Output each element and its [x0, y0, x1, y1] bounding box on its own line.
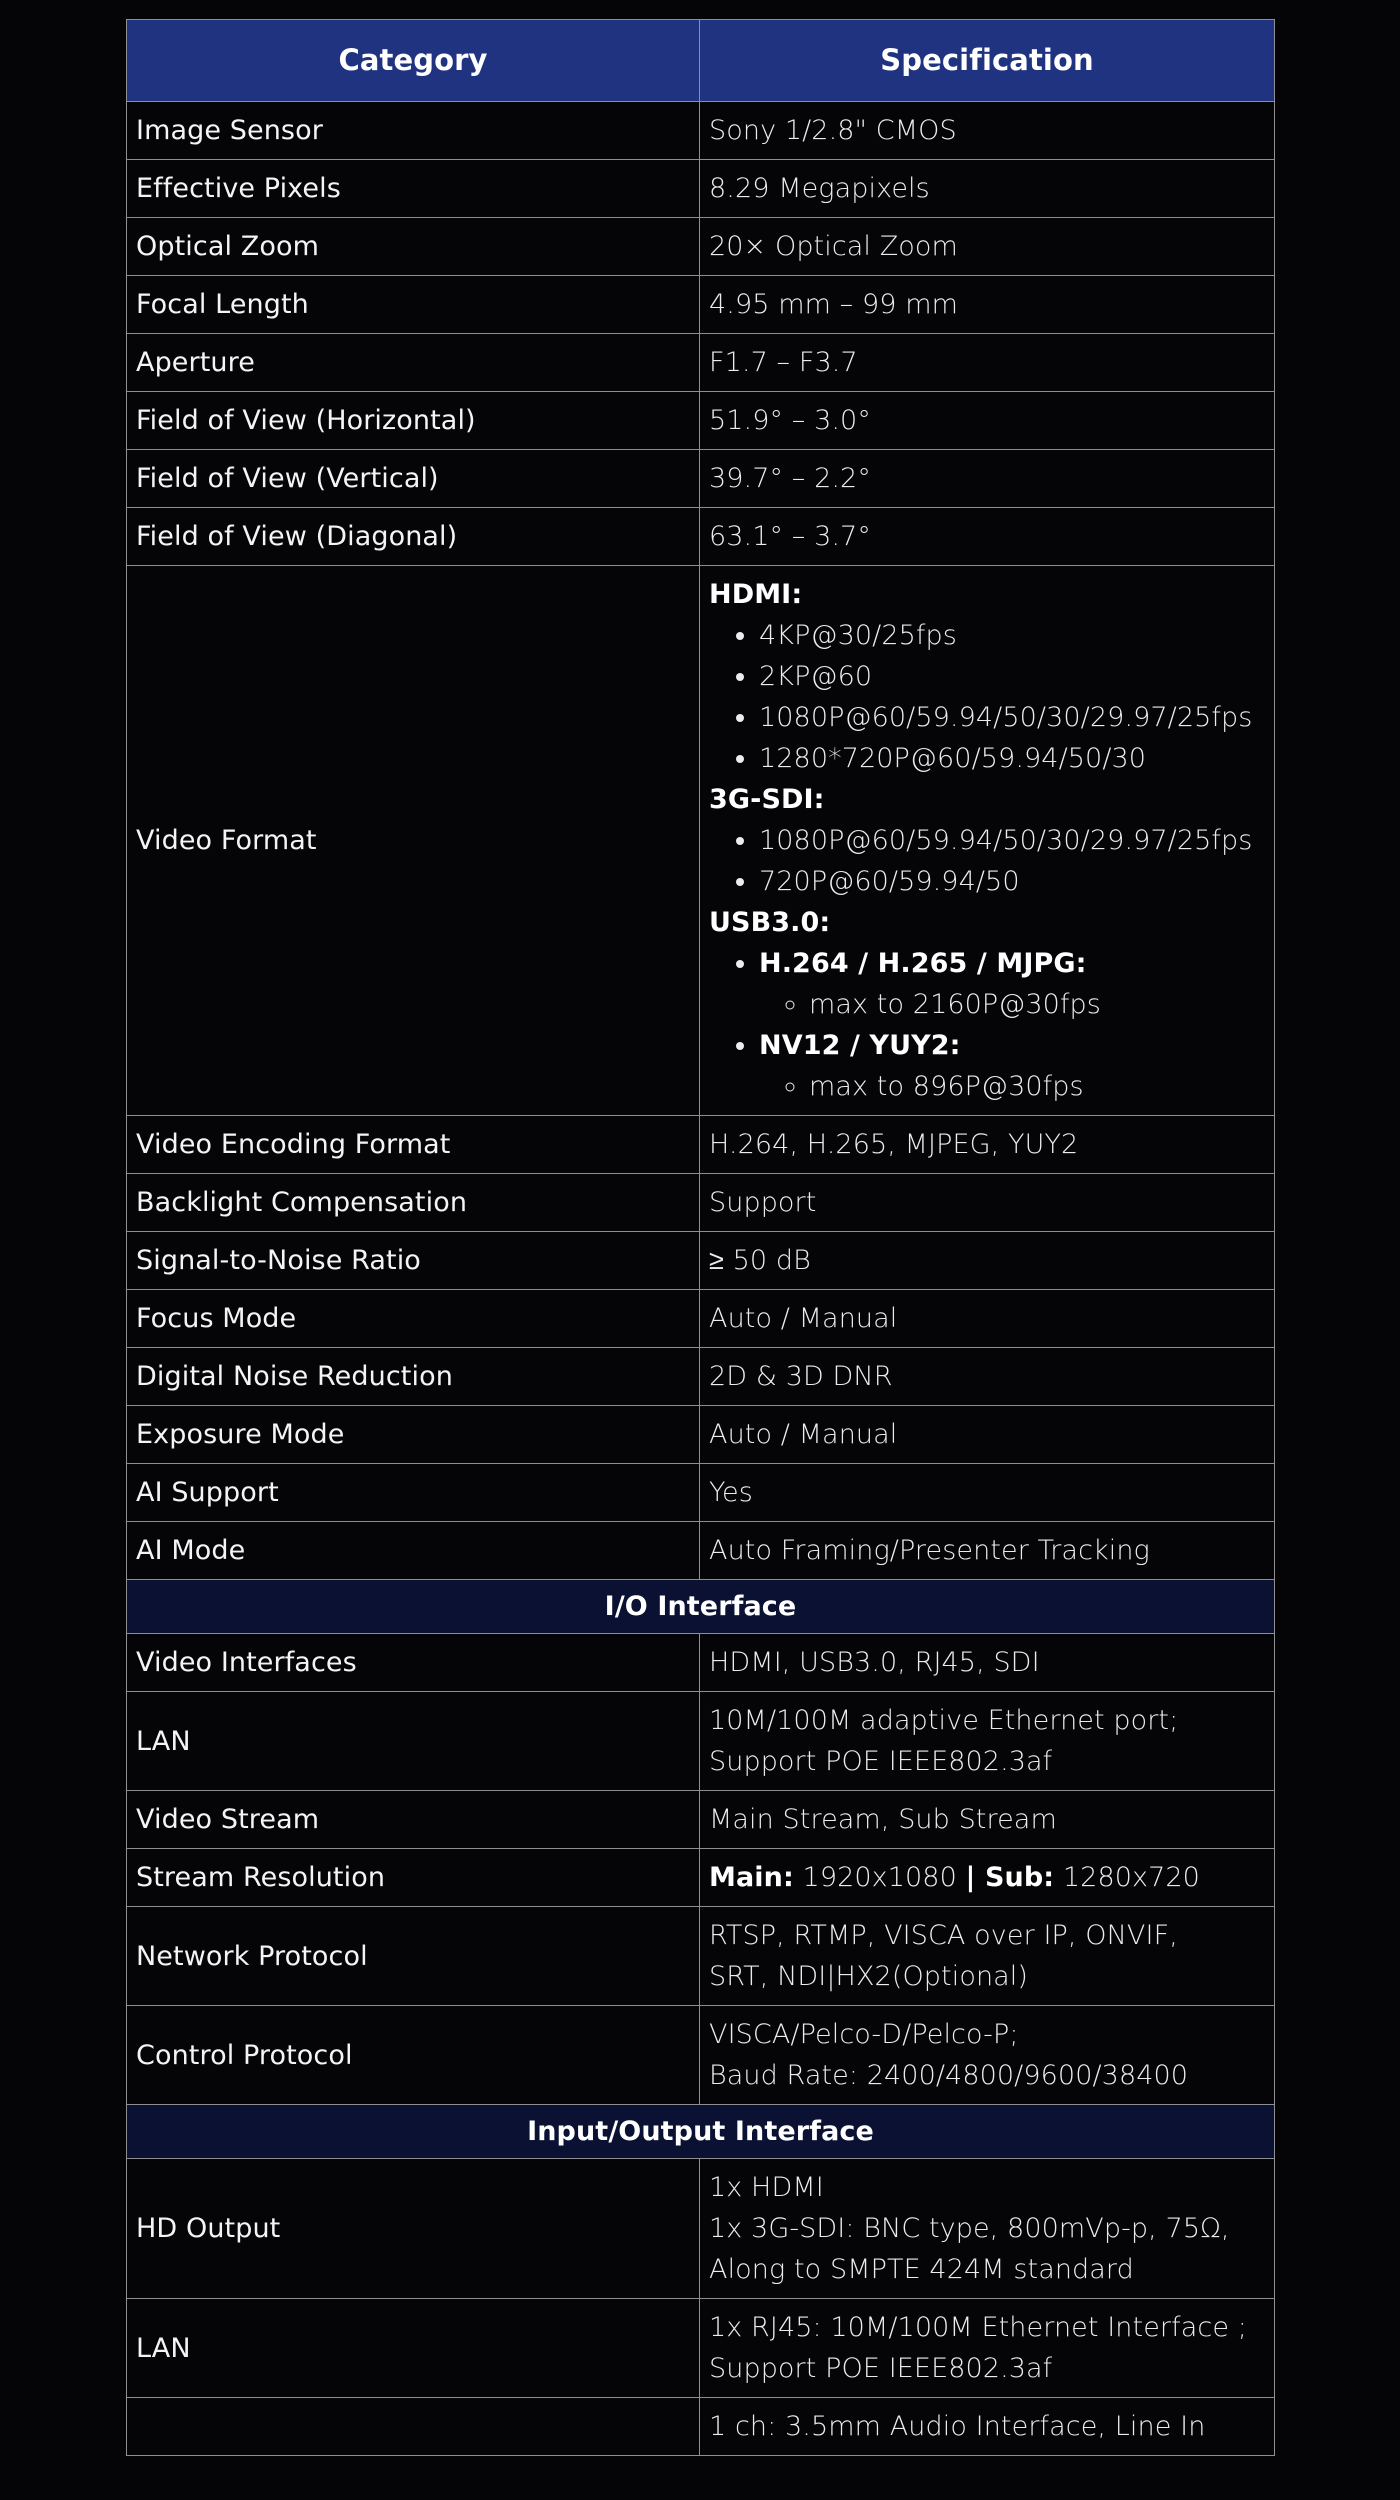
sub-value: 1280x720: [1054, 1862, 1200, 1893]
specification-cell: [700, 1907, 1275, 2006]
specification-cell: [700, 1791, 1275, 1849]
category-cell: Exposure Mode: [127, 1406, 700, 1464]
table-row: [127, 218, 1275, 276]
specification-cell: 63.1° – 3.7°: [700, 508, 1275, 566]
list-item: ◦ max to 2160P@30fps: [809, 984, 1265, 1025]
list-item: • 1080P@60/59.94/50/30/29.97/25fps: [759, 697, 1265, 738]
spec-line: Baud Rate: 2400/4800/9600/38400: [709, 2060, 1189, 2091]
specification-cell: [700, 1692, 1275, 1791]
specification-cell: F1.7 – F3.7: [700, 334, 1275, 392]
specification-cell: Auto Framing/Presenter Tracking: [700, 1522, 1275, 1580]
table-row: [127, 1522, 1275, 1580]
table-row: [127, 102, 1275, 160]
section-io-interface: [127, 1580, 1275, 1634]
category-cell: Image Sensor: [127, 102, 700, 160]
table-body: [127, 102, 1275, 2456]
spec-line: 10M/100M adaptive Ethernet port;: [709, 1705, 1179, 1736]
table-row: [127, 2159, 1275, 2299]
table-row: [127, 1116, 1275, 1174]
table-row: [127, 2398, 1275, 2456]
category-cell: Focus Mode: [127, 1290, 700, 1348]
usb-sub-list: [759, 1066, 1265, 1107]
list-item: • 1080P@60/59.94/50/30/29.97/25fps: [759, 820, 1265, 861]
category-cell: Video Encoding Format: [127, 1116, 700, 1174]
table-header-row: [127, 20, 1275, 102]
category-cell: Effective Pixels: [127, 160, 700, 218]
table-row: [127, 1406, 1275, 1464]
spec-line: Support POE IEEE802.3af: [709, 2353, 1053, 2384]
specification-cell: [700, 2006, 1275, 2105]
usb-title: USB3.0:: [709, 907, 831, 938]
spec-line: Main Stream, Sub Stream: [709, 1804, 1057, 1835]
category-cell: AI Support: [127, 1464, 700, 1522]
sdi-title: 3G-SDI:: [709, 784, 825, 815]
spec-line: 1x HDMI: [709, 2172, 824, 2203]
category-cell: Control Protocol: [127, 2006, 700, 2105]
specification-cell: [700, 1634, 1275, 1692]
category-cell: HD Output: [127, 2159, 700, 2299]
table-row: [127, 1174, 1275, 1232]
hdmi-title: HDMI:: [709, 579, 803, 610]
specification-cell: H.264, H.265, MJPEG, YUY2: [700, 1116, 1275, 1174]
table-row: [127, 392, 1275, 450]
sub-label: Sub:: [975, 1862, 1055, 1893]
list-item: [759, 1025, 1265, 1107]
category-cell: [127, 2398, 700, 2456]
spec-line: 1x 3G-SDI: BNC type, 800mVp-p, 75Ω,: [709, 2213, 1230, 2244]
header-category: Category: [127, 20, 700, 102]
spec-line: SRT, NDI|HX2(Optional): [709, 1961, 1029, 1992]
category-cell: Video Stream: [127, 1791, 700, 1849]
list-item: • 4KP@30/25fps: [759, 615, 1265, 656]
stream-resolution-spec: [700, 1849, 1275, 1907]
specification-cell: Support: [700, 1174, 1275, 1232]
table-row: [127, 160, 1275, 218]
table-row: [127, 1290, 1275, 1348]
sdi-list: [709, 820, 1265, 902]
category-cell: Focal Length: [127, 276, 700, 334]
table-row: [127, 1464, 1275, 1522]
list-item: • 720P@60/59.94/50: [759, 861, 1265, 902]
specification-cell: Sony 1/2.8" CMOS: [700, 102, 1275, 160]
spec-line: Support POE IEEE802.3af: [709, 1746, 1053, 1777]
separator: |: [965, 1862, 976, 1893]
specification-cell: ≥ 50 dB: [700, 1232, 1275, 1290]
category-cell: Backlight Compensation: [127, 1174, 700, 1232]
list-item: • 1280*720P@60/59.94/50/30: [759, 738, 1265, 779]
specification-cell: 4.95 mm – 99 mm: [700, 276, 1275, 334]
spec-line: 1 ch: 3.5mm Audio Interface, Line In: [709, 2411, 1206, 2442]
specification-cell: [700, 2159, 1275, 2299]
category-cell: Video Interfaces: [127, 1634, 700, 1692]
category-cell: LAN: [127, 1692, 700, 1791]
category-cell: Signal-to-Noise Ratio: [127, 1232, 700, 1290]
spec-line: 1x RJ45: 10M/100M Ethernet Interface ;: [709, 2312, 1247, 2343]
specification-cell: 8.29 Megapixels: [700, 160, 1275, 218]
category-cell: Field of View (Horizontal): [127, 392, 700, 450]
table-row: [127, 1634, 1275, 1692]
usb-list: [709, 943, 1265, 1107]
usb-codec-label: H.264 / H.265 / MJPG:: [759, 948, 1087, 979]
table-row: [127, 276, 1275, 334]
table-row: [127, 1692, 1275, 1791]
category-cell: AI Mode: [127, 1522, 700, 1580]
table-row: [127, 2006, 1275, 2105]
hdmi-list: [709, 615, 1265, 779]
specification-cell: 2D & 3D DNR: [700, 1348, 1275, 1406]
usb-codec-label: NV12 / YUY2:: [759, 1030, 961, 1061]
table-row: [127, 2299, 1275, 2398]
category-cell: Video Format: [127, 566, 700, 1116]
main-value: 1920x1080: [793, 1862, 966, 1893]
usb-sub-list: [759, 984, 1265, 1025]
spec-table: [126, 19, 1275, 2456]
section-input-output-interface: [127, 2105, 1275, 2159]
main-label: Main:: [709, 1862, 794, 1893]
table-row-video-format: [127, 566, 1275, 1116]
spec-line: RTSP, RTMP, VISCA over IP, ONVIF,: [709, 1920, 1178, 1951]
category-cell: Optical Zoom: [127, 218, 700, 276]
table-row: [127, 1791, 1275, 1849]
specification-cell: 20× Optical Zoom: [700, 218, 1275, 276]
spec-line: Along to SMPTE 424M standard: [709, 2254, 1134, 2285]
list-item: [759, 943, 1265, 1025]
table-row: [127, 1907, 1275, 2006]
list-item: ◦ max to 896P@30fps: [809, 1066, 1265, 1107]
category-cell: Digital Noise Reduction: [127, 1348, 700, 1406]
spec-line: VISCA/Pelco-D/Pelco-P;: [709, 2019, 1019, 2050]
header-specification: Specification: [700, 20, 1275, 102]
category-cell: Network Protocol: [127, 1907, 700, 2006]
spec-line: HDMI, USB3.0, RJ45, SDI: [709, 1647, 1040, 1678]
table-row: [127, 1232, 1275, 1290]
table-row: [127, 450, 1275, 508]
table-row-stream-resolution: [127, 1849, 1275, 1907]
category-cell: Field of View (Vertical): [127, 450, 700, 508]
section-io-interface-title: I/O Interface: [127, 1580, 1275, 1634]
specification-cell: Auto / Manual: [700, 1406, 1275, 1464]
specification-cell: 51.9° – 3.0°: [700, 392, 1275, 450]
category-cell: Stream Resolution: [127, 1849, 700, 1907]
specification-cell: [700, 2398, 1275, 2456]
table-row: [127, 508, 1275, 566]
category-cell: Aperture: [127, 334, 700, 392]
list-item: • 2KP@60: [759, 656, 1265, 697]
spec-table-container: [126, 19, 1274, 2456]
specification-cell: Yes: [700, 1464, 1275, 1522]
specification-cell: [700, 2299, 1275, 2398]
specification-cell: 39.7° – 2.2°: [700, 450, 1275, 508]
category-cell: Field of View (Diagonal): [127, 508, 700, 566]
specification-cell: Auto / Manual: [700, 1290, 1275, 1348]
table-row: [127, 334, 1275, 392]
table-row: [127, 1348, 1275, 1406]
video-format-spec: [700, 566, 1275, 1116]
category-cell: LAN: [127, 2299, 700, 2398]
section-input-output-interface-title: Input/Output Interface: [127, 2105, 1275, 2159]
